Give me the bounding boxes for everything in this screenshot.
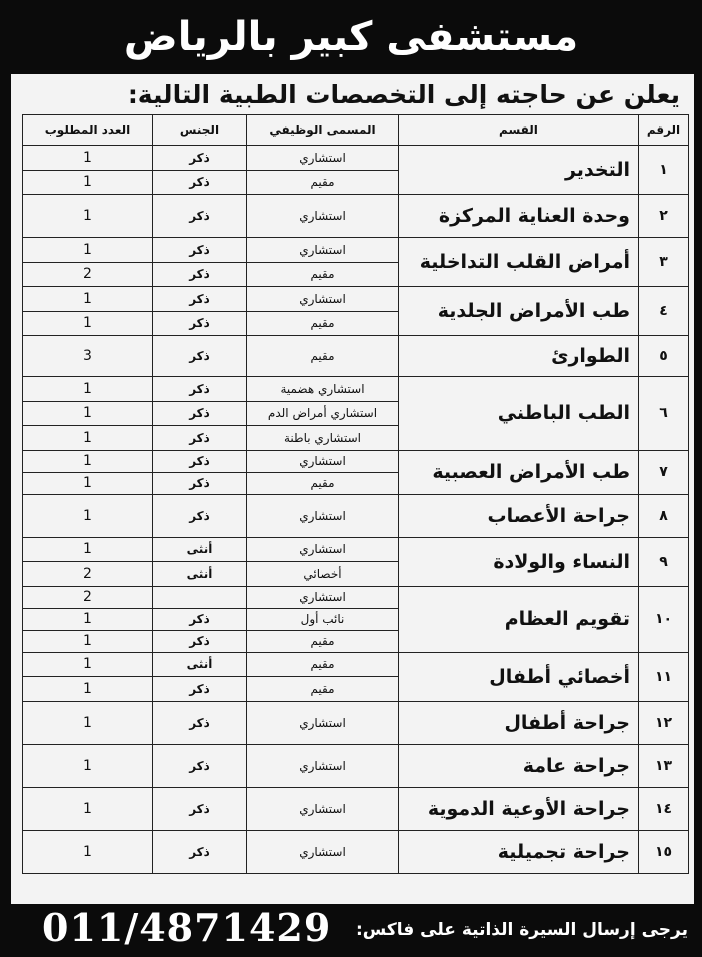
count-cell: 1 [23, 170, 153, 195]
row-number: ٥ [639, 336, 689, 377]
page-title: مستشفى كبير بالرياض [123, 14, 579, 60]
gender-cell: ذكر [153, 287, 247, 312]
header-department: القسم [399, 115, 639, 146]
department-name: جراحة الأعصاب [399, 494, 639, 537]
count-cell: 2 [23, 586, 153, 608]
row-number: ٦ [639, 377, 689, 451]
table-row [23, 287, 689, 312]
gender-cell: أنثى [153, 652, 247, 677]
gender-cell: ذكر [153, 146, 247, 171]
department-name: النساء والولادة [399, 537, 639, 586]
department-name: الطب الباطني [399, 377, 639, 451]
position-cell: استشاري [247, 830, 399, 873]
row-number: ١٤ [639, 787, 689, 830]
position-cell: مقيم [247, 677, 399, 702]
position-cell: استشاري [247, 787, 399, 830]
table-row [23, 494, 689, 537]
position-cell: استشاري [247, 744, 399, 787]
count-cell: 1 [23, 426, 153, 451]
position-cell: استشاري [247, 287, 399, 312]
gender-cell: ذكر [153, 608, 247, 630]
table-row [23, 195, 689, 238]
table-row [23, 701, 689, 744]
gender-cell: ذكر [153, 170, 247, 195]
count-cell: 2 [23, 262, 153, 287]
department-name: جراحة الأوعية الدموية [399, 787, 639, 830]
count-cell: 1 [23, 830, 153, 873]
fax-label: يرجى إرسال السيرة الذاتية على فاكس: [356, 920, 688, 940]
department-name: جراحة تجميلية [399, 830, 639, 873]
position-cell: استشاري [247, 701, 399, 744]
row-number: ٩ [639, 537, 689, 586]
gender-cell: ذكر [153, 744, 247, 787]
position-cell: مقيم [247, 336, 399, 377]
gender-cell: ذكر [153, 630, 247, 652]
row-number: ١٠ [639, 586, 689, 652]
table-body [23, 146, 689, 874]
gender-cell: ذكر [153, 262, 247, 287]
position-cell: مقيم [247, 652, 399, 677]
specialties-table [22, 114, 689, 874]
position-cell: مقيم [247, 472, 399, 494]
subtitle: يعلن عن حاجته إلى التخصصات الطبية التالية: [127, 80, 680, 109]
row-number: ١٣ [639, 744, 689, 787]
count-cell: 1 [23, 401, 153, 426]
gender-cell: ذكر [153, 377, 247, 402]
count-cell: 1 [23, 677, 153, 702]
department-name: تقويم العظام [399, 586, 639, 652]
position-cell: مقيم [247, 262, 399, 287]
count-cell: 1 [23, 652, 153, 677]
count-cell: 1 [23, 377, 153, 402]
row-number: ٢ [639, 195, 689, 238]
header-bar [0, 0, 702, 74]
header-gender: الجنس [153, 115, 247, 146]
row-number: ١١ [639, 652, 689, 701]
table-row [23, 744, 689, 787]
table-row [23, 787, 689, 830]
count-cell: 3 [23, 336, 153, 377]
gender-cell: ذكر [153, 494, 247, 537]
gender-cell: ذكر [153, 830, 247, 873]
gender-cell: ذكر [153, 472, 247, 494]
count-cell: 1 [23, 472, 153, 494]
gender-cell: ذكر [153, 195, 247, 238]
count-cell: 1 [23, 494, 153, 537]
row-number: ١٢ [639, 701, 689, 744]
gender-cell: ذكر [153, 426, 247, 451]
position-cell: استشاري هضمية [247, 377, 399, 402]
gender-cell: ذكر [153, 311, 247, 336]
count-cell: 2 [23, 562, 153, 587]
count-cell: 1 [23, 630, 153, 652]
count-cell: 1 [23, 195, 153, 238]
count-cell: 1 [23, 450, 153, 472]
gender-cell: ذكر [153, 450, 247, 472]
gender-cell: ذكر [153, 787, 247, 830]
count-cell: 1 [23, 701, 153, 744]
count-cell: 1 [23, 787, 153, 830]
department-name: الطوارئ [399, 336, 639, 377]
row-number: ١٥ [639, 830, 689, 873]
department-name: طب الأمراض الجلدية [399, 287, 639, 336]
position-cell: استشاري [247, 586, 399, 608]
position-cell: استشاري [247, 537, 399, 562]
count-cell: 1 [23, 608, 153, 630]
header-number: الرقم [639, 115, 689, 146]
gender-cell: ذكر [153, 336, 247, 377]
table-row [23, 586, 689, 608]
table-row [23, 652, 689, 677]
row-number: ٣ [639, 238, 689, 287]
fax-number: 011/4871429 [42, 905, 332, 950]
position-cell: مقيم [247, 170, 399, 195]
department-name: أخصائي أطفال [399, 652, 639, 701]
department-name: طب الأمراض العصبية [399, 450, 639, 494]
table-row [23, 336, 689, 377]
row-number: ١ [639, 146, 689, 195]
count-cell: 1 [23, 146, 153, 171]
department-name: أمراض القلب التداخلية [399, 238, 639, 287]
count-cell: 1 [23, 744, 153, 787]
count-cell: 1 [23, 238, 153, 263]
header-position: المسمى الوظيفي [247, 115, 399, 146]
gender-cell [153, 586, 247, 608]
position-cell: استشاري [247, 450, 399, 472]
position-cell: استشاري [247, 146, 399, 171]
gender-cell: أنثى [153, 537, 247, 562]
position-cell: استشاري باطنة [247, 426, 399, 451]
table-row [23, 537, 689, 562]
position-cell: أخصائي [247, 562, 399, 587]
department-name: وحدة العناية المركزة [399, 195, 639, 238]
content-panel [11, 74, 694, 904]
position-cell: استشاري أمراض الدم [247, 401, 399, 426]
department-name: التخدير [399, 146, 639, 195]
row-number: ٤ [639, 287, 689, 336]
count-cell: 1 [23, 287, 153, 312]
count-cell: 1 [23, 537, 153, 562]
table-row [23, 830, 689, 873]
department-name: جراحة أطفال [399, 701, 639, 744]
position-cell: نائب أول [247, 608, 399, 630]
table-row [23, 450, 689, 472]
department-name: جراحة عامة [399, 744, 639, 787]
position-cell: استشاري [247, 195, 399, 238]
table-row [23, 146, 689, 171]
position-cell: مقيم [247, 630, 399, 652]
count-cell: 1 [23, 311, 153, 336]
gender-cell: ذكر [153, 677, 247, 702]
row-number: ٨ [639, 494, 689, 537]
gender-cell: ذكر [153, 701, 247, 744]
gender-cell: أنثى [153, 562, 247, 587]
row-number: ٧ [639, 450, 689, 494]
table-header-row [23, 115, 689, 146]
position-cell: مقيم [247, 311, 399, 336]
position-cell: استشاري [247, 238, 399, 263]
table-row [23, 377, 689, 402]
header-count: العدد المطلوب [23, 115, 153, 146]
table-row [23, 238, 689, 263]
gender-cell: ذكر [153, 238, 247, 263]
gender-cell: ذكر [153, 401, 247, 426]
position-cell: استشاري [247, 494, 399, 537]
